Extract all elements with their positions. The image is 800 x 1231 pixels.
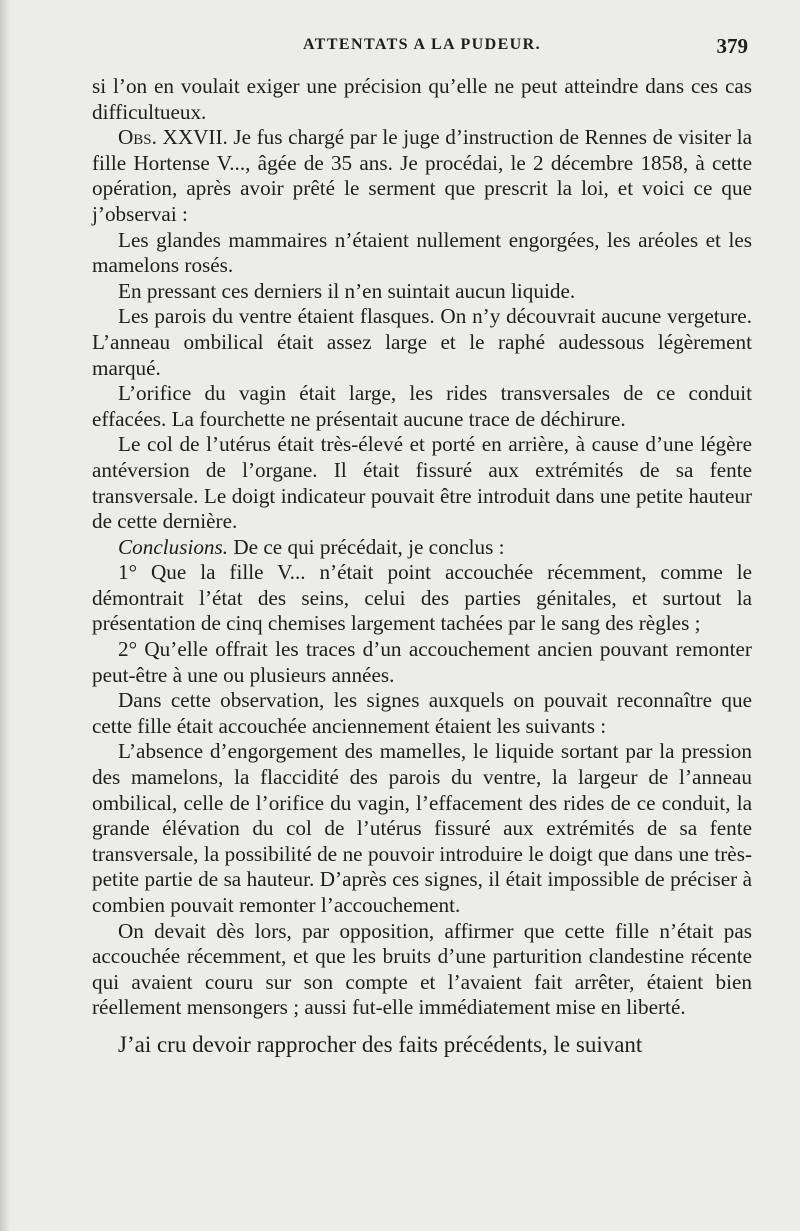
- observation-label: Obs. XXVII.: [118, 125, 228, 150]
- body-text: [92, 74, 752, 1059]
- paragraph: 1° Que la fille V... n’était point accouchée récemment, comme le démontrait l’état des seins, celui des parties génitales, et surtout la présentation de cinq chemises largement tachées par le sang des règles ;: [92, 560, 752, 636]
- paragraph: Le col de l’utérus était très-élevé et porté en arrière, à cause d’une légère antéversion de l’organe. Il était fissuré aux extrémités de sa fente transversale. Le doigt indicateur pouvait être introduit dans une petite hauteur de cette dernière.: [92, 432, 752, 534]
- conclusions-label: Conclusions.: [118, 534, 229, 559]
- paragraph: Les glandes mammaires n’étaient nullement engorgées, les aréoles et les mamelons rosés.: [92, 227, 752, 278]
- paragraph: Les parois du ventre étaient flasques. On n’y découvrait aucune vergeture. L’anneau ombilical était assez large et le raphé audessous légèrement marqué.: [92, 304, 752, 380]
- paragraph: L’absence d’engorgement des mamelles, le liquide sortant par la pression des mamelons, la flaccidité des parois du ventre, la largeur de l’anneau ombilical, celle de l’orifice du vagin, l’effacement des rides de ce conduit, la grande élévation du col de l’utérus fissuré aux extrémités de sa fente transversale, la possibilité de ne pouvoir introduire le doigt que dans une très-petite partie de sa hauteur. D’après ces signes, il était impossible de préciser à combien pouvait remonter l’accouchement.: [92, 739, 752, 917]
- paragraph-conclusions: [92, 535, 752, 561]
- observation-text: Je fus chargé par le juge d’instruction de Rennes de visiter la fille Hortense V..., âgée de 35 ans. Je procédai, le 2 décembre 1858, à cette opération, après avoir prêté le serment que prescrit la loi, et voici ce que j’observai :: [92, 125, 752, 226]
- paragraph: On devait dès lors, par opposition, affirmer que cette fille n’était pas accouchée récemment, et que les bruits d’une parturition clandestine récente qui avaient couru sur son compte et l’avaient fait arrêter, étaient bien réellement mensongers ; aussi fut-elle immédiatement mise en liberté.: [92, 918, 752, 1020]
- page-shadow-edge: [0, 0, 10, 1231]
- page-header: [96, 36, 748, 62]
- paragraph: En pressant ces derniers il n’en suintait aucun liquide.: [118, 278, 576, 303]
- paragraph: J’ai cru devoir rapprocher des faits précédents, le suivant: [118, 1031, 643, 1057]
- running-title: ATTENTATS A LA PUDEUR.: [303, 36, 541, 53]
- paragraph: Dans cette observation, les signes auxquels on pouvait reconnaître que cette fille était accouchée anciennement étaient les suivants :: [92, 688, 752, 738]
- paragraph: 2° Qu’elle offrait les traces d’un accouchement ancien pouvant remonter peut-être à une ou plusieurs années.: [92, 637, 752, 687]
- conclusions-text: De ce qui précédait, je conclus :: [228, 534, 505, 559]
- paragraph-observation: [92, 125, 752, 227]
- paragraph: L’orifice du vagin était large, les rides transversales de ce conduit effacées. La fourchette ne présentait aucune trace de déchirure.: [92, 381, 752, 431]
- page-number: 379: [716, 34, 748, 58]
- paragraph: si l’on en voulait exiger une précision qu’elle ne peut atteindre dans ces cas difficultueux.: [92, 74, 752, 124]
